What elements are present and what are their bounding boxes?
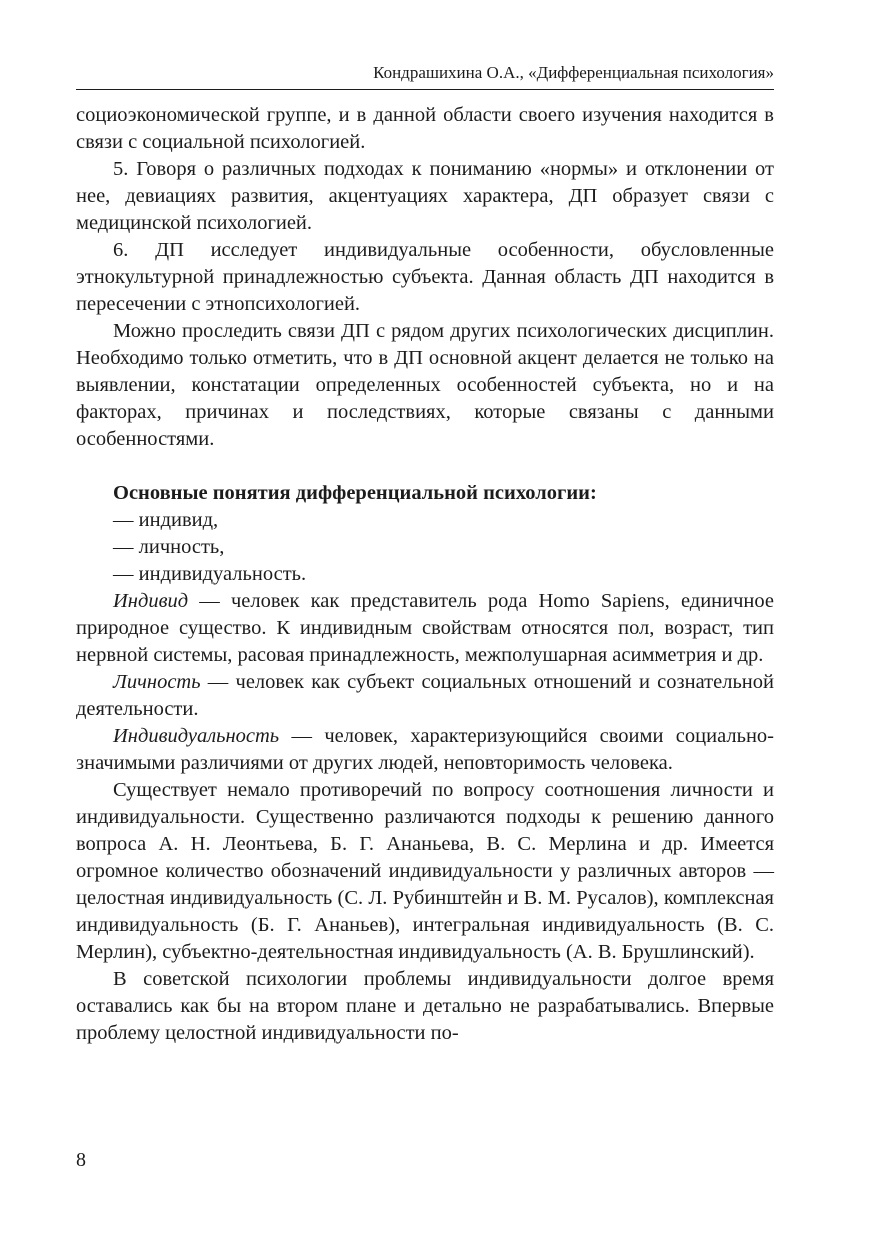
definition-text: — человек как представитель рода Homo Sapiens, единичное природное существо. К индивидным свойствам относятся пол, возраст, тип нервной системы, расовая принадлежность, межполушарная асимметрия и др. — [76, 590, 774, 666]
definition-term: Индивидуальность — [113, 725, 280, 747]
paragraph: социоэкономической группе, и в данной области своего изучения находится в связи с социальной психологией. — [76, 104, 774, 153]
definition-paragraph — [76, 723, 774, 777]
paragraph: 6. ДП исследует индивидуальные особенности, обусловленные этнокультурной принадлежностью субъекта. Данная область ДП находится в пересечении с этнопсихологией. — [76, 239, 774, 315]
running-head: Кондрашихина О.А., «Дифференциальная психология» — [76, 62, 774, 90]
list-item: — индивид, — [113, 509, 219, 531]
definition-term: Личность — [113, 671, 201, 693]
list-item: — индивидуальность. — [113, 563, 307, 585]
paragraph: Можно проследить связи ДП с рядом других психологических дисциплин. Необходимо только отметить, что в ДП основной акцент делается не только на выявлении, констатации определенных особенностей субъекта, но и на факторах, причинах и последствиях, которые связаны с данными особенностями. — [76, 320, 774, 450]
definition-paragraph — [76, 669, 774, 723]
paragraph: В советской психологии проблемы индивидуальности долгое время оставались как бы на втором плане и детально не разрабатывались. Впервые проблему целостной индивидуальности по- — [76, 968, 774, 1044]
definition-paragraph — [76, 588, 774, 669]
page-number: 8 — [76, 1149, 86, 1171]
section-heading: Основные понятия дифференциальной психологии: — [113, 482, 597, 504]
paragraph: Существует немало противоречий по вопросу соотношения личности и индивидуальности. Существенно различаются подходы к решению данного вопроса А. Н. Леонтьева, Б. Г. Ананьева, В. С. Мерлина и др. Имеется огромное количество обозначений индивидуальности у различных авторов — целостная индивидуальность (С. Л. Рубинштейн и В. М. Русалов), комплексная индивидуальность (Б. Г. Ананьев), интегральная индивидуальность (В. С. Мерлин), субъектно-деятельностная индивидуальность (А. В. Брушлинский). — [76, 779, 774, 963]
list-item: — личность, — [113, 536, 225, 558]
body-text — [76, 102, 774, 1047]
paragraph: 5. Говоря о различных подходах к пониманию «нормы» и отклонении от нее, девиациях развития, акцентуациях характера, ДП образует связи с медицинской психологией. — [76, 158, 774, 234]
definition-text: — человек, характеризующийся своими социально-значимыми различиями от других людей, неповторимость человека. — [76, 725, 774, 774]
definition-term: Индивид — [113, 590, 189, 612]
definition-text: — человек как субъект социальных отношений и сознательной деятельности. — [76, 671, 774, 720]
